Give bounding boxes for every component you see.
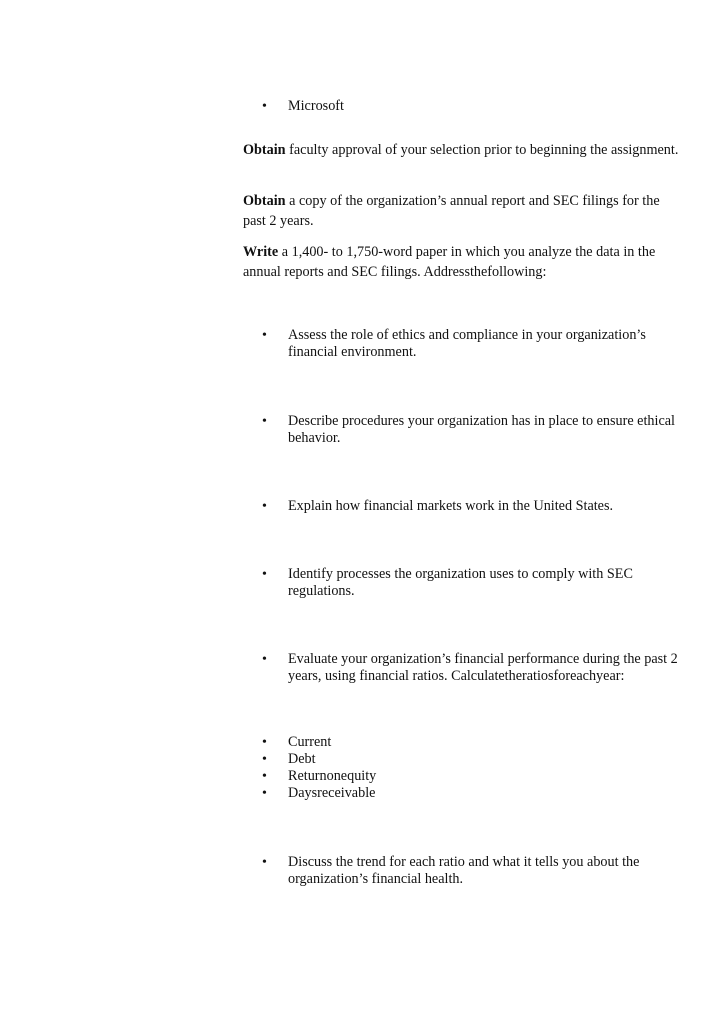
bullet-icon: • (262, 752, 267, 767)
task-bullet-ethics (262, 326, 682, 361)
paragraph-lead: Obtain (243, 193, 286, 209)
paragraph-lead: Write (243, 244, 279, 260)
paragraph-approval (243, 140, 683, 160)
ratio-item (262, 734, 682, 751)
bullet-icon: • (262, 855, 267, 870)
bullet-icon: • (262, 499, 267, 514)
paragraph-body: a 1,400- to 1,750-word paper in which you analyze the data in the annual reports and SEC filings. Addressthefollowing: (243, 244, 656, 280)
bullet-icon: • (262, 735, 267, 750)
task-bullet-sec (262, 565, 682, 600)
ratio-label: Daysreceivable (288, 785, 376, 801)
ratio-item (262, 768, 682, 785)
task-text: Describe procedures your organization has in place to ensure ethical behavior. (288, 413, 675, 446)
task-text: Evaluate your organization’s financial performance during the past 2 years, using financial ratios. Calculatetheratiosforeachyear: (288, 651, 678, 684)
ratio-label: Debt (288, 751, 316, 767)
bullet-icon: • (262, 328, 267, 343)
bullet-icon: • (262, 652, 267, 667)
bullet-icon: • (262, 786, 267, 801)
ratio-item (262, 751, 682, 768)
ratio-item (262, 785, 682, 802)
bullet-icon: • (262, 414, 267, 429)
paragraph-body: a copy of the organization’s annual report and SEC filings for the past 2 years. (243, 193, 660, 229)
task-text: Identify processes the organization uses to comply with SEC regulations. (288, 566, 633, 599)
ratio-list (262, 734, 682, 802)
bullet-icon: • (262, 99, 267, 114)
paragraph-lead: Obtain (243, 142, 286, 158)
task-bullet-markets (262, 497, 682, 517)
paragraph-body: faculty approval of your selection prior to beginning the assignment. (285, 142, 679, 158)
bullet-icon: • (262, 769, 267, 784)
paragraph-write (243, 242, 683, 282)
bullet-icon: • (262, 567, 267, 582)
task-text: Assess the role of ethics and compliance in your organization’s financial environment. (288, 327, 646, 360)
task-bullet-trend (262, 853, 682, 888)
ratio-label: Current (288, 734, 332, 750)
company-bullet (262, 97, 682, 117)
paragraph-annual-report (243, 191, 683, 231)
task-text: Discuss the trend for each ratio and what it tells you about the organization’s financial health. (288, 854, 640, 887)
task-text: Explain how financial markets work in the United States. (288, 498, 614, 514)
task-bullet-performance (262, 650, 682, 685)
company-name: Microsoft (288, 98, 344, 114)
task-bullet-procedures (262, 412, 682, 447)
ratio-label: Returnonequity (288, 768, 377, 784)
